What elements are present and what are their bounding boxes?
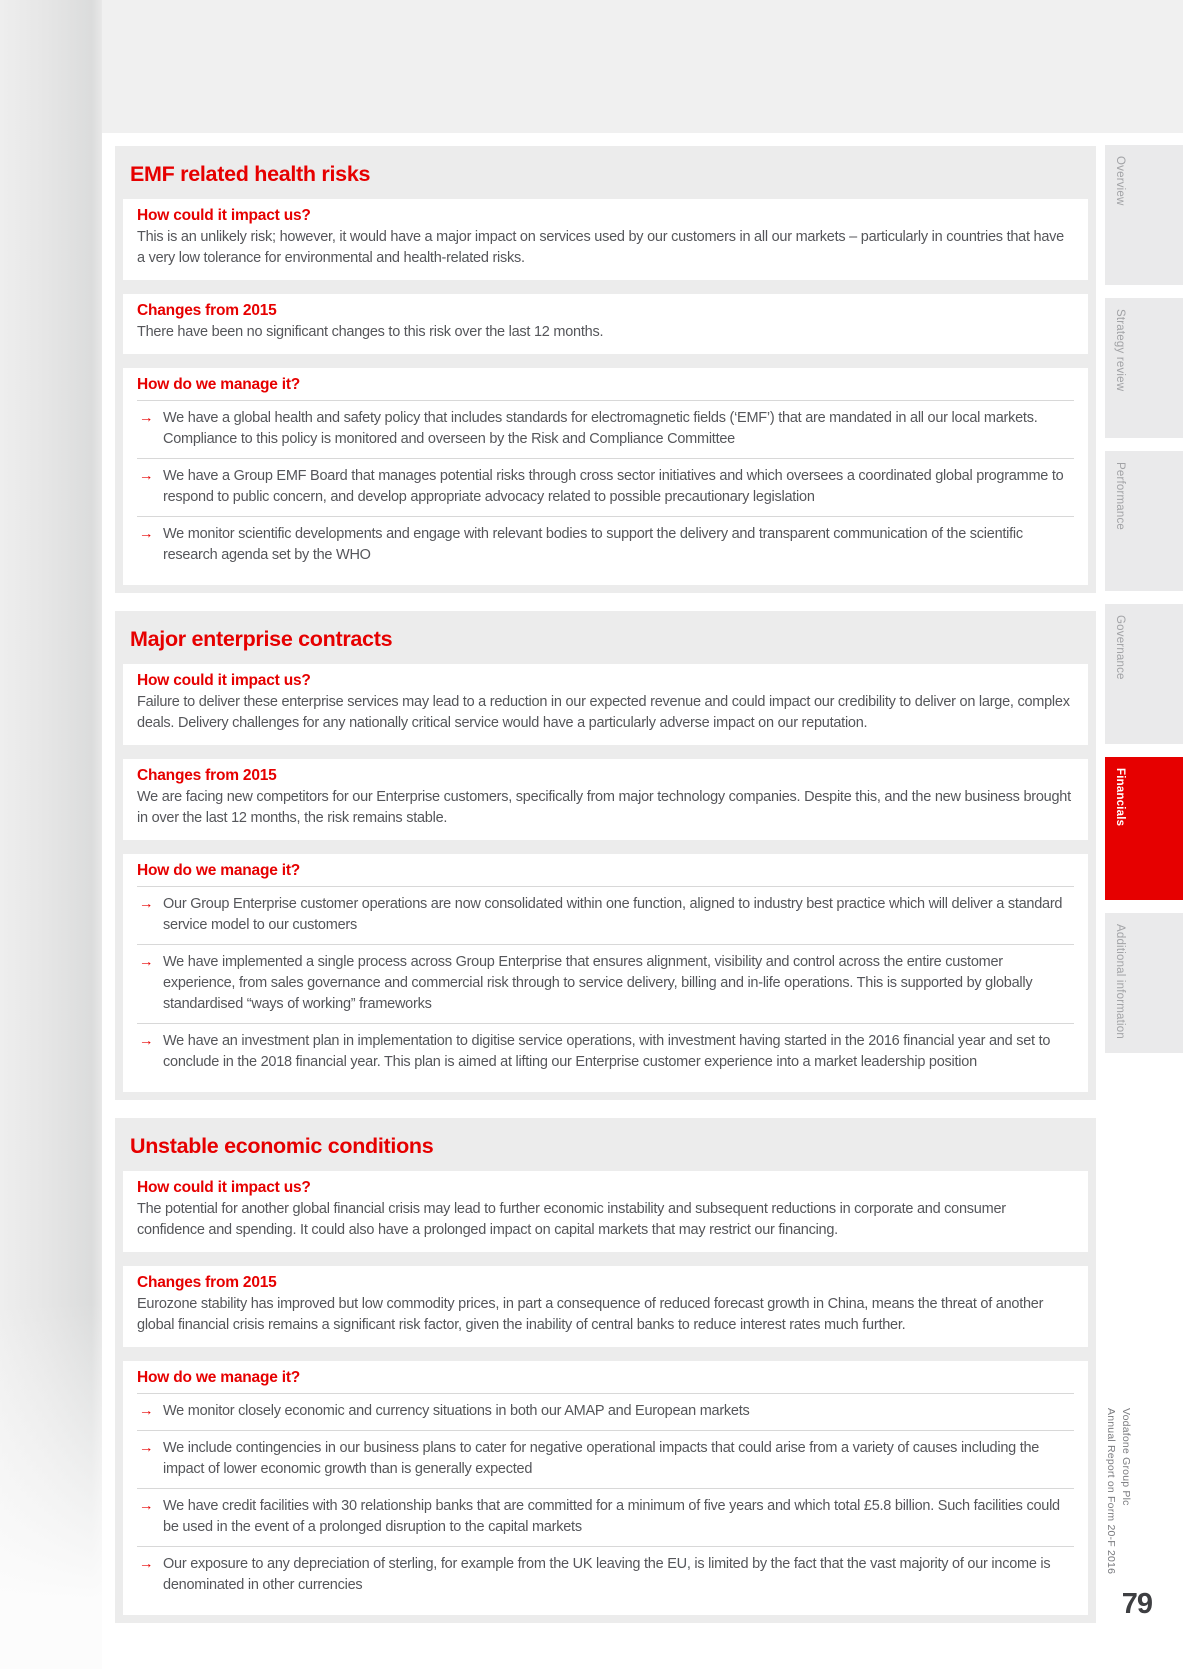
manage-item-text: We have credit facilities with 30 relationship banks that are committed for a minimum of five years and which total £5.8 billion. Such facilities could be used in the event of a prolonged disruption to the capital markets — [163, 1498, 1060, 1535]
section-title: Unstable economic conditions — [130, 1134, 434, 1158]
tab-overview[interactable] — [1105, 145, 1183, 285]
changes-box — [123, 1266, 1088, 1347]
changes-heading: Changes from 2015 — [137, 1274, 277, 1291]
impact-text: The potential for another global financial crisis may lead to further economic instability and subsequent reductions in corporate and consumer confidence and spending. It could also have a prolonged impact on capital markets that may restrict our financing. — [137, 1201, 1006, 1238]
arrow-icon: → — [139, 526, 154, 542]
manage-item — [137, 1394, 1074, 1430]
tab-label: Governance — [1114, 615, 1126, 680]
manage-item — [137, 517, 1074, 574]
section-tab-rail — [1105, 145, 1183, 1066]
tab-strategy-review[interactable] — [1105, 298, 1183, 438]
manage-list — [137, 400, 1074, 574]
report-publisher: Vodafone Group Plc — [1120, 1408, 1132, 1506]
impact-heading: How could it impact us? — [137, 1179, 311, 1196]
manage-heading: How do we manage it? — [137, 1369, 301, 1386]
manage-box — [123, 1361, 1088, 1615]
tab-label: Performance — [1114, 462, 1126, 531]
arrow-icon: → — [139, 468, 154, 484]
manage-box — [123, 854, 1088, 1092]
tab-financials[interactable] — [1105, 757, 1183, 900]
manage-item — [137, 401, 1074, 458]
risk-section-emf — [115, 146, 1096, 593]
manage-item-text: We have an investment plan in implementation to digitise service operations, with investment having started in the 2016 financial year and set to conclude in the 2018 financial year. This plan is aimed at lifting our Enterprise customer experience into a market leadership position — [163, 1033, 1051, 1070]
report-title: Annual Report on Form 20-F 2016 — [1105, 1408, 1117, 1575]
manage-heading: How do we manage it? — [137, 862, 301, 879]
changes-text: There have been no significant changes to this risk over the last 12 months. — [137, 324, 604, 340]
tab-label: Financials — [1114, 768, 1126, 827]
manage-item-text: We have a global health and safety policy that includes standards for electromagnetic fields (‘EMF’) that are mandated in all our local markets. Compliance to this policy is monitored and overseen by the Risk and Compliance Committee — [163, 410, 1038, 447]
impact-box — [123, 1171, 1088, 1252]
impact-heading: How could it impact us? — [137, 672, 311, 689]
changes-box — [123, 294, 1088, 354]
changes-heading: Changes from 2015 — [137, 302, 277, 319]
arrow-icon: → — [139, 1440, 154, 1456]
manage-item — [137, 1024, 1074, 1081]
manage-heading: How do we manage it? — [137, 376, 301, 393]
impact-box — [123, 664, 1088, 745]
manage-item-text: We have implemented a single process across Group Enterprise that ensures alignment, visibility and control across the entire customer experience, from sales governance and commercial risk through to service delivery, billing and in-life operations. This is supported by globally standardised “ways of working” frameworks — [163, 954, 1033, 1012]
changes-box — [123, 759, 1088, 840]
manage-item-text: We have a Group EMF Board that manages potential risks through cross sector initiatives and which oversees a coordinated global programme to respond to public concern, and develop appropriate advocacy related to possible precautionary legislation — [163, 468, 1064, 505]
arrow-icon: → — [139, 1498, 154, 1514]
page-number: 79 — [1121, 1588, 1152, 1620]
changes-text: We are facing new competitors for our Enterprise customers, specifically from major technology companies. Despite this, and the new business brought in over the last 12 months, the risk remains stable. — [137, 789, 1071, 826]
changes-text: Eurozone stability has improved but low commodity prices, in part a consequence of reduced forecast growth in China, means the threat of another global financial crisis remains a significant risk factor, given the inability of central banks to reduce interest rates much further. — [137, 1296, 1044, 1333]
tab-label: Additional information — [1114, 924, 1126, 1039]
manage-item — [137, 1431, 1074, 1488]
manage-item-text: We monitor closely economic and currency situations in both our AMAP and European markets — [163, 1403, 750, 1419]
manage-item — [137, 945, 1074, 1023]
manage-item — [137, 459, 1074, 516]
manage-list — [137, 1393, 1074, 1604]
manage-item — [137, 1547, 1074, 1604]
report-identity — [1103, 1408, 1133, 1574]
arrow-icon: → — [139, 954, 154, 970]
manage-item-text: Our exposure to any depreciation of sterling, for example from the UK leaving the EU, is limited by the fact that the vast majority of our income is denominated in other currencies — [163, 1556, 1051, 1593]
arrow-icon: → — [139, 1033, 154, 1049]
manage-item — [137, 1489, 1074, 1546]
manage-box — [123, 368, 1088, 585]
manage-item-text: Our Group Enterprise customer operations are now consolidated within one function, aligned to industry best practice which will deliver a standard service model to our customers — [163, 896, 1063, 933]
tab-label: Overview — [1114, 156, 1126, 206]
arrow-icon: → — [139, 410, 154, 426]
risk-section-enterprise — [115, 611, 1096, 1100]
risk-sections — [115, 146, 1096, 1641]
impact-heading: How could it impact us? — [137, 207, 311, 224]
manage-list — [137, 886, 1074, 1081]
manage-item — [137, 887, 1074, 944]
arrow-icon: → — [139, 1556, 154, 1572]
impact-box — [123, 199, 1088, 280]
risk-section-economic — [115, 1118, 1096, 1623]
tab-performance[interactable] — [1105, 451, 1183, 591]
tab-additional-information[interactable] — [1105, 913, 1183, 1053]
manage-item-text: We monitor scientific developments and engage with relevant bodies to support the delivery and transparent communication of the scientific research agenda set by the WHO — [163, 526, 1023, 563]
tab-label: Strategy review — [1114, 309, 1126, 392]
impact-text: Failure to deliver these enterprise services may lead to a reduction in our expected revenue and could impact our credibility to deliver on large, complex deals. Delivery challenges for any nationally critical service would have a particularly adverse impact on our reputation. — [137, 694, 1070, 731]
changes-heading: Changes from 2015 — [137, 767, 277, 784]
impact-text: This is an unlikely risk; however, it would have a major impact on services used by our customers in all our markets – particularly in countries that have a very low tolerance for environmental and health-related risks. — [137, 229, 1064, 266]
tab-governance[interactable] — [1105, 604, 1183, 744]
page-spine-shadow — [0, 0, 102, 1669]
section-title: Major enterprise contracts — [130, 627, 393, 651]
arrow-icon: → — [139, 896, 154, 912]
content-panel — [102, 133, 1183, 1669]
arrow-icon: → — [139, 1403, 154, 1419]
manage-item-text: We include contingencies in our business plans to cater for negative operational impacts that could arise from a variety of causes including the impact of lower economic growth than is generally expected — [163, 1440, 1040, 1477]
section-title: EMF related health risks — [130, 162, 371, 186]
